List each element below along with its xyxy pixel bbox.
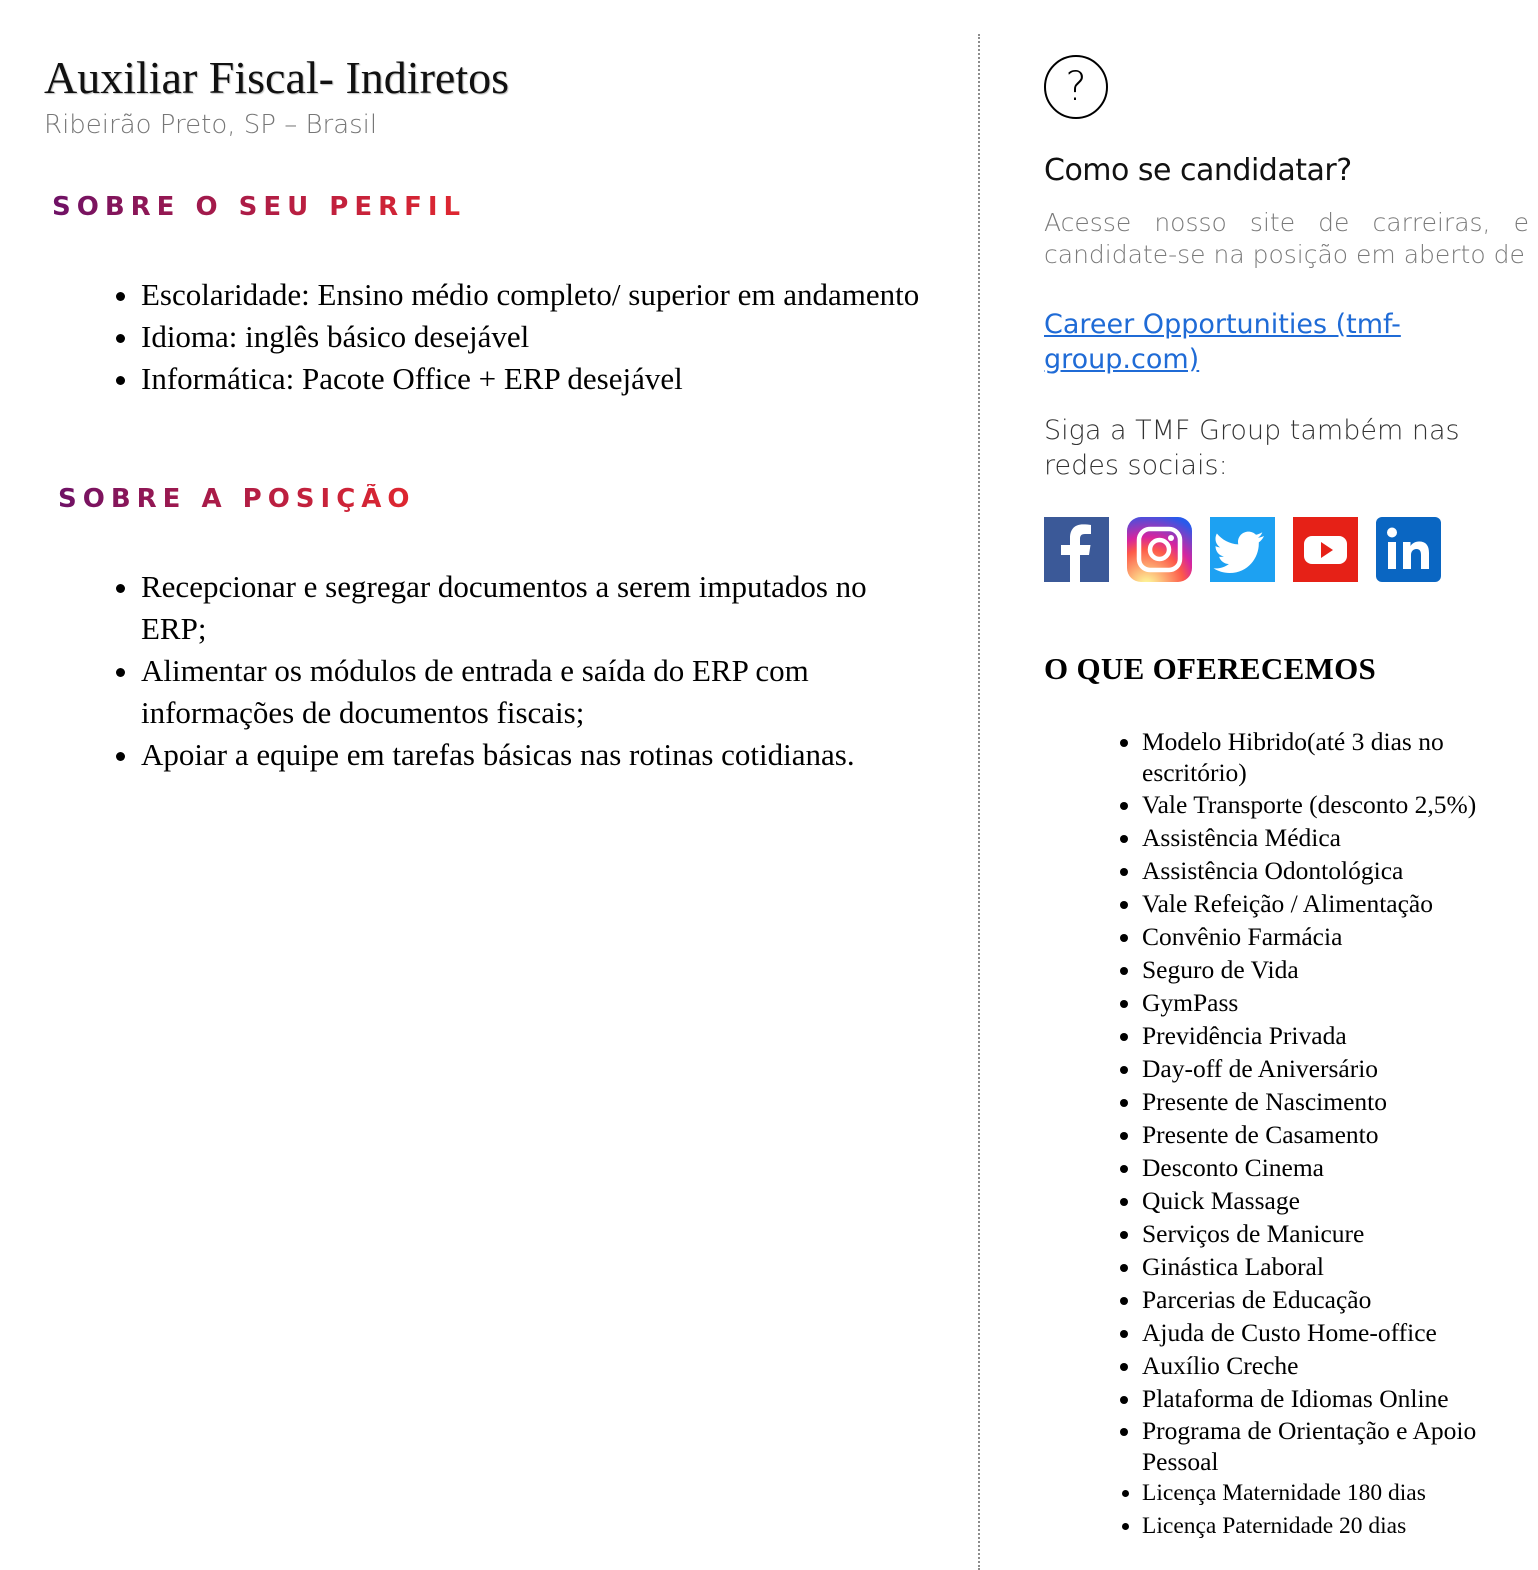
youtube-glyph xyxy=(1293,517,1358,582)
list-item: • Programa de Orientação e Apoio Pessoal xyxy=(1142,1415,1529,1477)
list-item: • Escolaridade: Ensino médio completo/ superior em andamento xyxy=(141,274,931,316)
list-item: • Licença Paternidade 20 dias xyxy=(1142,1510,1529,1543)
list-item: • Modelo Hibrido(até 3 dias no escritório) xyxy=(1142,726,1529,788)
list-item: • Assistência Médica xyxy=(1142,821,1529,854)
column-divider xyxy=(978,34,980,1570)
twitter-icon[interactable] xyxy=(1210,517,1275,582)
job-location: Ribeirão Preto, SP – Brasil xyxy=(44,110,378,140)
list-item: • Alimentar os módulos de entrada e saída do ERP com informações de documentos fiscais; xyxy=(141,650,931,734)
list-item: • Apoiar a equipe em tarefas básicas nas rotinas cotidianas. xyxy=(141,734,931,776)
list-item: • Presente de Casamento xyxy=(1142,1118,1529,1151)
heading-sobre-posicao: SOBRE A POSIÇÃO xyxy=(58,484,416,514)
list-item: • Convênio Farmácia xyxy=(1142,920,1529,953)
list-item: • Plataforma de Idiomas Online xyxy=(1142,1382,1529,1415)
list-item: • Vale Refeição / Alimentação xyxy=(1142,887,1529,920)
instagram-icon[interactable] xyxy=(1127,517,1192,582)
list-item: • Ginástica Laboral xyxy=(1142,1250,1529,1283)
list-item: • Assistência Odontológica xyxy=(1142,854,1529,887)
list-item: • Auxílio Creche xyxy=(1142,1349,1529,1382)
perfil-list xyxy=(96,274,931,400)
list-item: • Day-off de Aniversário xyxy=(1142,1052,1529,1085)
list-item: • GymPass xyxy=(1142,986,1529,1019)
linkedin-glyph xyxy=(1376,517,1441,582)
career-opportunities-link[interactable]: Career Opportunities (tmf-group.com) xyxy=(1044,309,1401,375)
instagram-glyph xyxy=(1127,517,1192,582)
heading-sobre-perfil: SOBRE O SEU PERFIL xyxy=(52,192,467,222)
list-item: • Desconto Cinema xyxy=(1142,1151,1529,1184)
right-column xyxy=(1044,55,1529,1543)
list-item: • Idioma: inglês básico desejável xyxy=(141,316,931,358)
linkedin-icon[interactable] xyxy=(1376,517,1441,582)
list-item: • Vale Transporte (desconto 2,5%) xyxy=(1142,788,1529,821)
offers-list xyxy=(1044,726,1529,1543)
youtube-icon[interactable] xyxy=(1293,517,1358,582)
list-item: • Presente de Nascimento xyxy=(1142,1085,1529,1118)
list-item: • Previdência Privada xyxy=(1142,1019,1529,1052)
list-item: • Licença Maternidade 180 dias xyxy=(1142,1477,1529,1510)
twitter-glyph xyxy=(1210,517,1275,582)
list-item: • Recepcionar e segregar documentos a serem imputados no ERP; xyxy=(141,566,931,650)
facebook-icon[interactable] xyxy=(1044,517,1109,582)
list-item: • Serviços de Manicure xyxy=(1142,1217,1529,1250)
apply-text: Acesse nosso site de carreiras, e candidate-se na posição em aberto de xyxy=(1044,208,1529,269)
list-item: • Quick Massage xyxy=(1142,1184,1529,1217)
offers-heading: O QUE OFERECEMOS xyxy=(1044,651,1377,686)
job-title: Auxiliar Fiscal- Indiretos xyxy=(44,52,510,103)
posicao-list xyxy=(96,566,931,776)
list-item: • Seguro de Vida xyxy=(1142,953,1529,986)
follow-social-text: Siga a TMF Group também nas redes sociais: xyxy=(1044,415,1460,481)
left-column xyxy=(44,52,944,772)
question-icon: ? xyxy=(1044,55,1108,119)
list-item: • Ajuda de Custo Home-office xyxy=(1142,1316,1529,1349)
list-item: • Parcerias de Educação xyxy=(1142,1283,1529,1316)
list-item: • Informática: Pacote Office + ERP desejável xyxy=(141,358,931,400)
social-icons xyxy=(1044,517,1529,582)
facebook-glyph xyxy=(1044,517,1109,582)
apply-title: Como se candidatar? xyxy=(1044,153,1352,188)
